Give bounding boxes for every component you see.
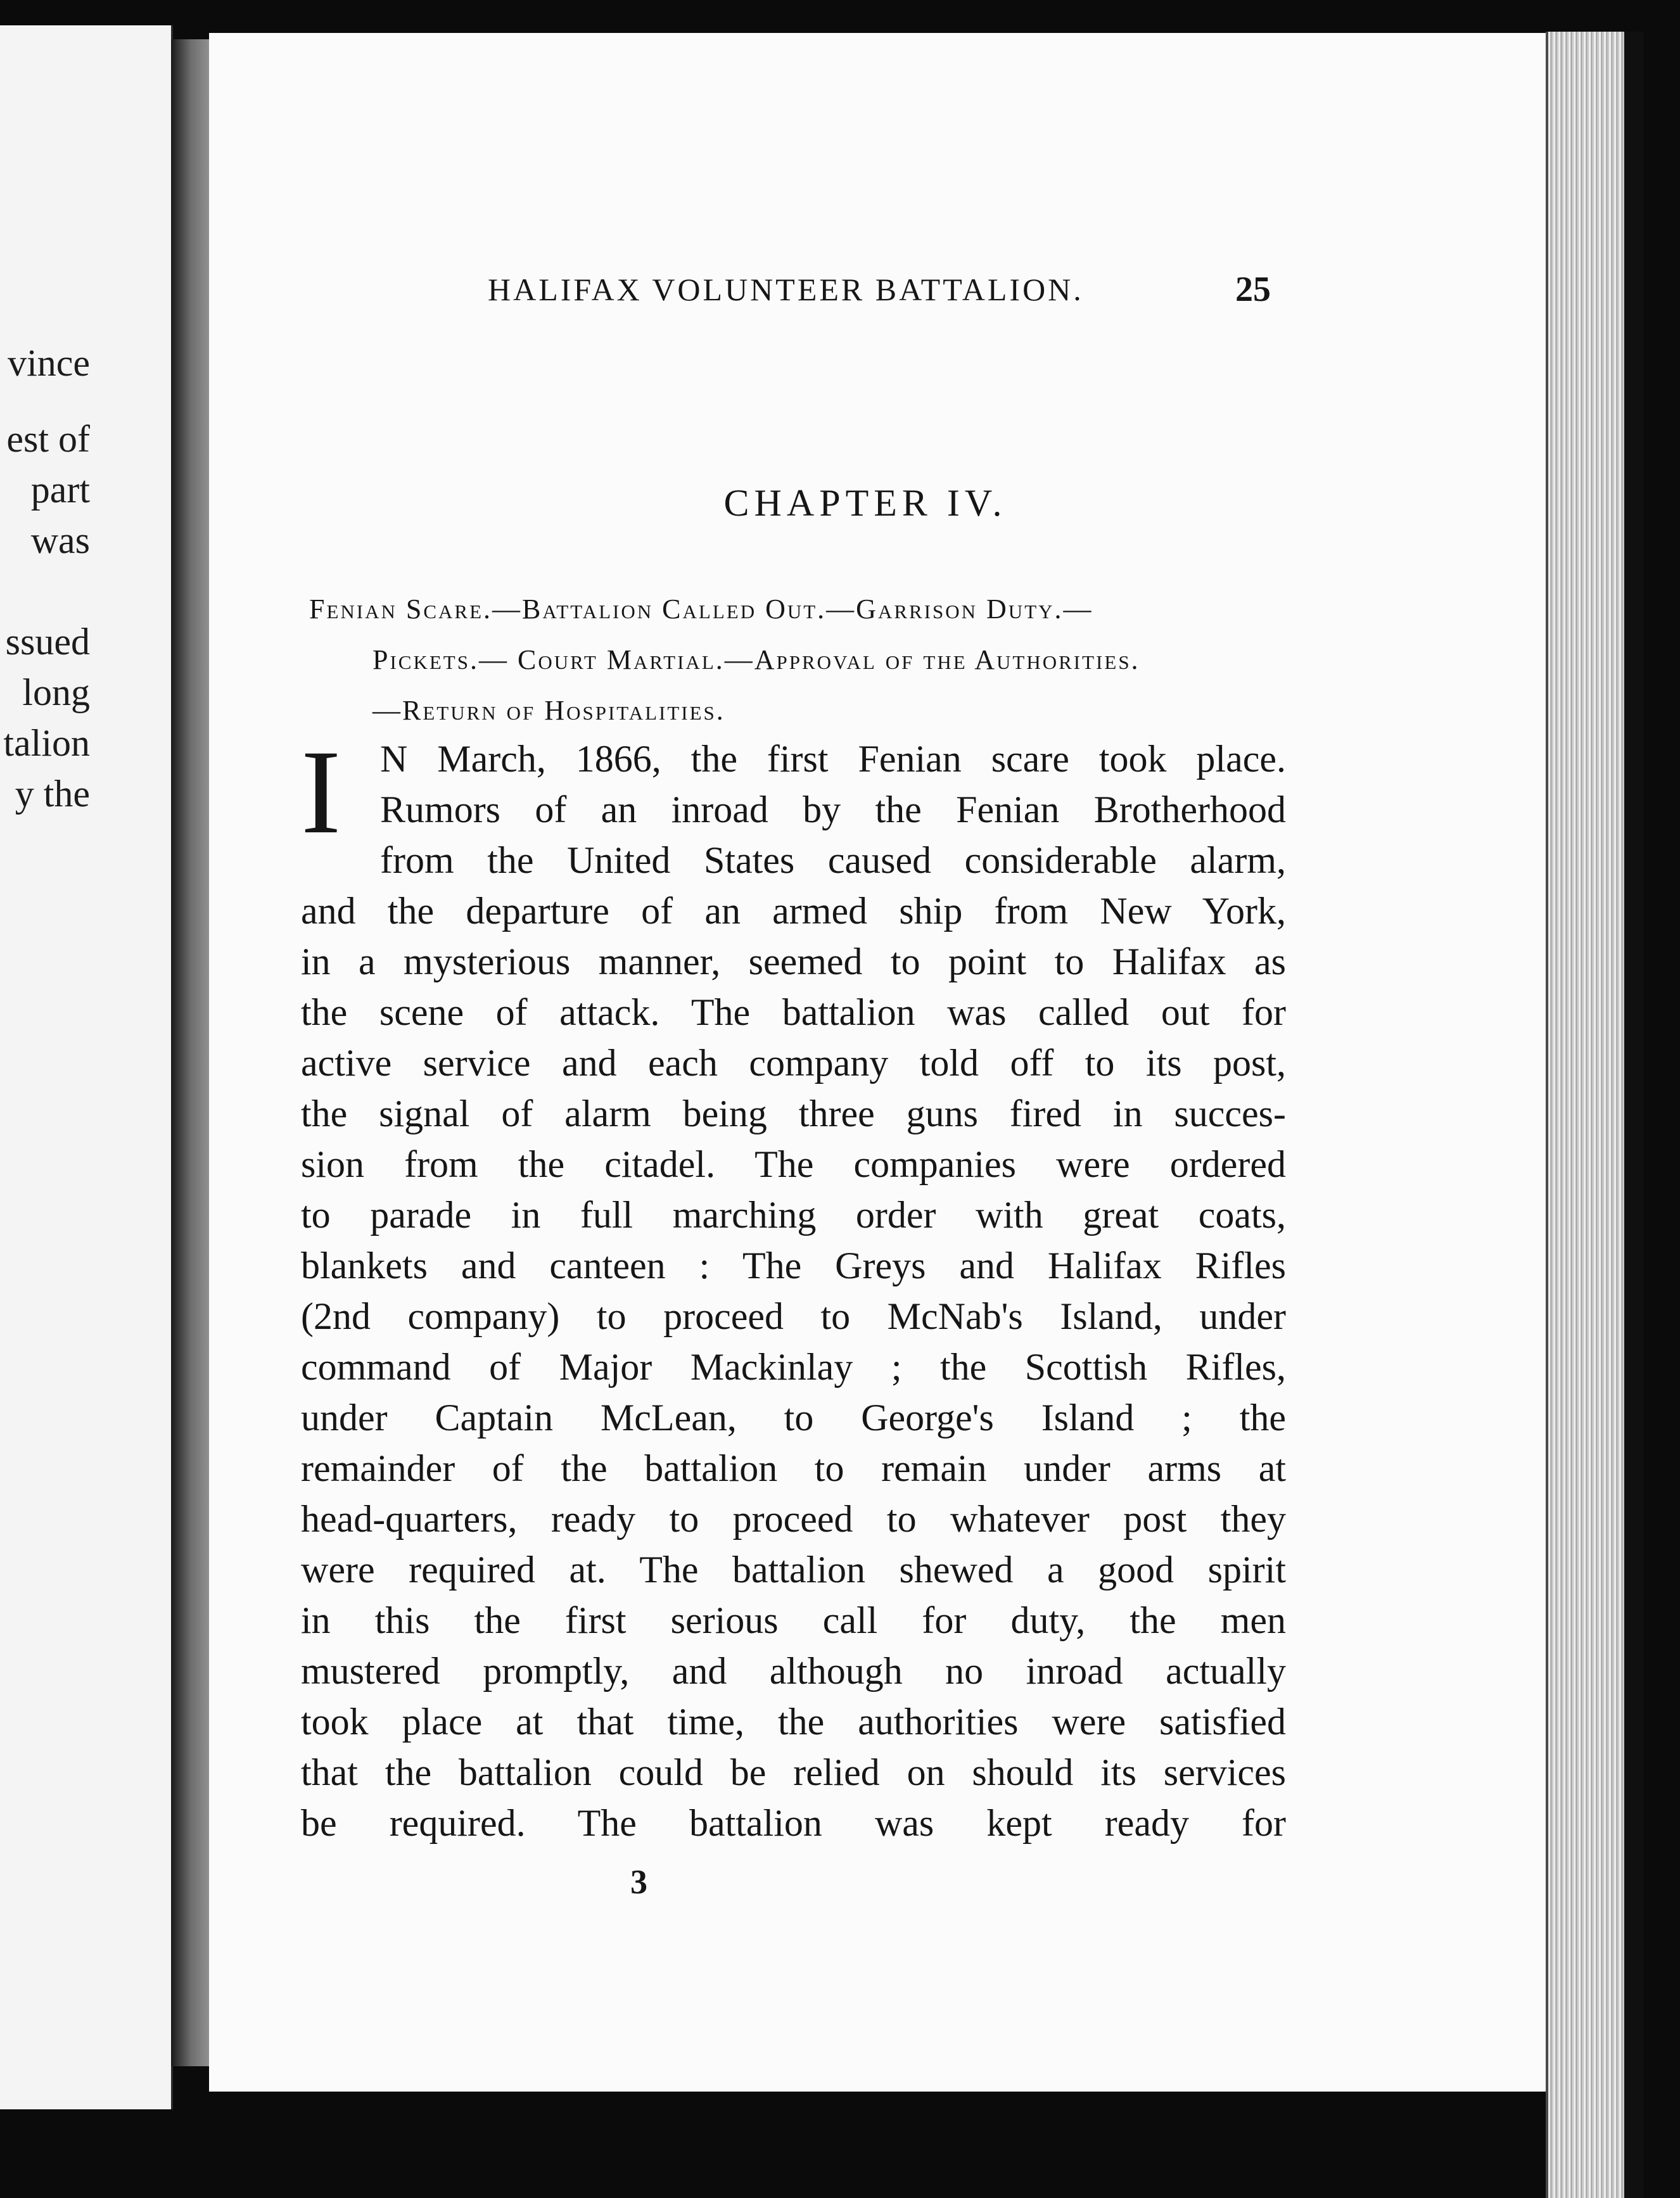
left-page-fragment: talion xyxy=(3,722,90,764)
body-line: be required. The battalion was kept ready for xyxy=(301,1802,1286,1844)
chapter-title: CHAPTER IV. xyxy=(723,482,1007,524)
body-line: the scene of attack. The battalion was called out for xyxy=(301,991,1286,1033)
body-line: (2nd company) to proceed to McNab's Island, under xyxy=(301,1295,1286,1337)
body-line: sion from the citadel. The companies were ordered xyxy=(301,1143,1286,1185)
summary-line: —Return of Hospitalities. xyxy=(372,695,725,726)
drop-cap: I xyxy=(301,726,341,859)
body-line: Rumors of an inroad by the Fenian Brotherhood xyxy=(380,789,1286,830)
body-line: were required at. The battalion shewed a good spirit xyxy=(301,1549,1286,1591)
body-line: blankets and canteen : The Greys and Halifax Rifles xyxy=(301,1245,1286,1286)
left-page-fragment: long xyxy=(22,671,90,713)
left-facing-page xyxy=(0,25,173,2109)
body-line: from the United States caused considerable alarm, xyxy=(380,839,1286,881)
body-line: to parade in full marching order with great coats, xyxy=(301,1194,1286,1236)
body-line: active service and each company told off to its post, xyxy=(301,1042,1286,1084)
body-line: in this the first serious call for duty, the men xyxy=(301,1599,1286,1641)
body-line: command of Major Mackinlay ; the Scottish Rifles, xyxy=(301,1346,1286,1388)
body-line: N March, 1866, the first Fenian scare took place. xyxy=(380,738,1286,780)
body-line: the signal of alarm being three guns fired in succes- xyxy=(301,1093,1286,1134)
body-text xyxy=(301,726,1286,1848)
page-number: 25 xyxy=(1235,270,1271,309)
body-line: took place at that time, the authorities were satisfied xyxy=(301,1701,1286,1743)
body-line: mustered promptly, and although no inroad actually xyxy=(301,1650,1286,1692)
left-page-fragment: ssued xyxy=(5,621,90,663)
left-page-fragment: y the xyxy=(15,773,90,815)
body-line: remainder of the battalion to remain under arms at xyxy=(301,1447,1286,1489)
body-line: head-quarters, ready to proceed to whatever post they xyxy=(301,1498,1286,1540)
signature-mark: 3 xyxy=(630,1863,647,1901)
running-head: HALIFAX VOLUNTEER BATTALION. xyxy=(488,272,1084,307)
left-page-fragment: part xyxy=(30,469,90,511)
summary-line: Fenian Scare.—Battalion Called Out.—Garrison Duty.— xyxy=(309,594,1093,625)
body-line: and the departure of an armed ship from New York, xyxy=(301,890,1286,932)
left-page-fragment: est of xyxy=(6,418,90,460)
left-page-fragment: was xyxy=(30,519,90,561)
body-line: that the battalion could be relied on should its services xyxy=(301,1751,1286,1793)
body-line: in a mysterious manner, seemed to point to Halifax as xyxy=(301,941,1286,982)
body-line: under Captain McLean, to George's Island ; the xyxy=(301,1397,1286,1439)
chapter-summary xyxy=(309,584,1291,736)
summary-line: Pickets.— Court Martial.—Approval of the Authorities. xyxy=(372,644,1140,675)
left-page-fragment: vince xyxy=(8,342,90,384)
page-edges xyxy=(1546,32,1643,2198)
